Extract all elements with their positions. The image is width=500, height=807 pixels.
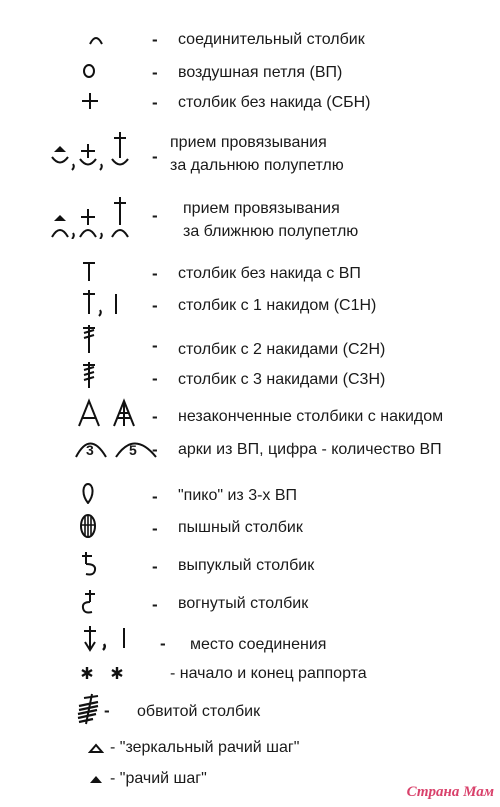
legend-label: - "зеркальный рачий шаг"	[110, 739, 300, 756]
legend-row-back-post	[0, 588, 500, 618]
legend-row-join-point	[0, 624, 500, 656]
legend-label-line2: за дальнюю полупетлю	[170, 157, 344, 174]
legend-label: - начало и конец раппорта	[170, 665, 367, 682]
legend-row-chain-arch	[0, 432, 500, 462]
legend-label: столбик с 2 накидами (С2Н)	[178, 341, 386, 358]
legend-label: выпуклый столбик	[178, 557, 315, 574]
legend-row-treble-crochet	[0, 323, 500, 357]
front-post-icon	[80, 550, 98, 578]
legend-dash: -	[152, 557, 158, 576]
double-crochet-icon	[80, 288, 128, 318]
legend-dash: -	[152, 264, 158, 283]
join-point-icon	[82, 624, 132, 654]
legend-label-line2: за ближнюю полупетлю	[183, 223, 359, 240]
legend-label: воздушная петля (ВП)	[178, 64, 343, 81]
slip-stitch-icon	[88, 33, 104, 45]
legend-label: столбик с 3 накидами (С3Н)	[178, 371, 386, 388]
legend-label: пышный столбик	[178, 519, 303, 536]
legend-row-double-crochet	[0, 288, 500, 320]
legend-row-front-post	[0, 550, 500, 580]
crab-stitch-icon	[88, 773, 104, 785]
legend-row-single-crochet	[0, 88, 500, 118]
legend-dash: -	[104, 701, 110, 720]
legend-label: место соединения	[190, 636, 327, 653]
legend-dash: -	[152, 93, 158, 112]
legend-dash: -	[152, 440, 158, 459]
puff-stitch-icon	[78, 513, 98, 539]
chain-loop-icon	[82, 63, 96, 79]
legend-row-wrapped	[0, 692, 500, 728]
legend-label: столбик без накида (СБН)	[178, 94, 371, 111]
watermark: Страна Мам	[406, 784, 494, 800]
legend-label: прием провязывания	[183, 200, 340, 217]
legend-row-chain	[0, 58, 500, 88]
legend-row-unfinished	[0, 398, 500, 430]
legend-dash: -	[152, 595, 158, 614]
legend-row-picot	[0, 480, 500, 510]
picot-icon	[80, 482, 96, 504]
legend-label: обвитой столбик	[137, 703, 261, 720]
legend-label: арки из ВП, цифра - количество ВП	[178, 441, 442, 458]
legend-label: прием провязывания	[170, 134, 327, 151]
arch-number: 3	[86, 442, 94, 458]
sc-with-chain-icon	[81, 260, 97, 282]
legend-label: - "рачий шаг"	[110, 770, 207, 787]
legend-label: "пико" из 3-х ВП	[178, 487, 298, 504]
legend-row-back-loop	[0, 130, 500, 180]
legend-dash: -	[152, 487, 158, 506]
legend-dash: -	[152, 336, 158, 355]
legend-dash: -	[152, 296, 158, 315]
legend-dash: -	[152, 30, 158, 49]
legend-dash: -	[160, 634, 166, 653]
legend-row-double-treble	[0, 360, 500, 392]
legend-row-slip-stitch	[0, 25, 500, 55]
legend-dash: -	[152, 407, 158, 426]
legend-dash: -	[152, 369, 158, 388]
mirror-crab-icon	[88, 742, 104, 754]
legend-row-front-loop	[0, 195, 500, 245]
legend-dash: -	[152, 206, 158, 225]
legend-row-sc-with-chain	[0, 258, 500, 288]
legend-row-repeat	[0, 662, 500, 688]
arch-number: 5	[129, 442, 137, 458]
repeat-asterisk-icon	[80, 665, 130, 681]
double-treble-icon	[81, 360, 97, 390]
legend-dash: -	[152, 147, 158, 166]
legend-label: соединительный столбик	[178, 31, 365, 48]
front-loop-icon	[48, 195, 132, 239]
unfinished-stitch-icon	[76, 398, 146, 428]
legend-label: столбик без накида с ВП	[178, 265, 361, 282]
legend-dash: -	[152, 63, 158, 82]
legend-label: незаконченные столбики с накидом	[178, 408, 444, 425]
legend-label: столбик с 1 накидом (С1Н)	[178, 297, 377, 314]
back-post-icon	[80, 588, 98, 616]
legend-label: вогнутый столбик	[178, 595, 309, 612]
legend-dash: -	[152, 519, 158, 538]
wrapped-stitch-icon	[74, 692, 104, 726]
legend-row-mirror-crab	[0, 736, 500, 762]
treble-crochet-icon	[81, 323, 97, 355]
back-loop-icon	[48, 130, 132, 172]
legend-row-puff	[0, 512, 500, 542]
single-crochet-icon	[80, 91, 100, 111]
